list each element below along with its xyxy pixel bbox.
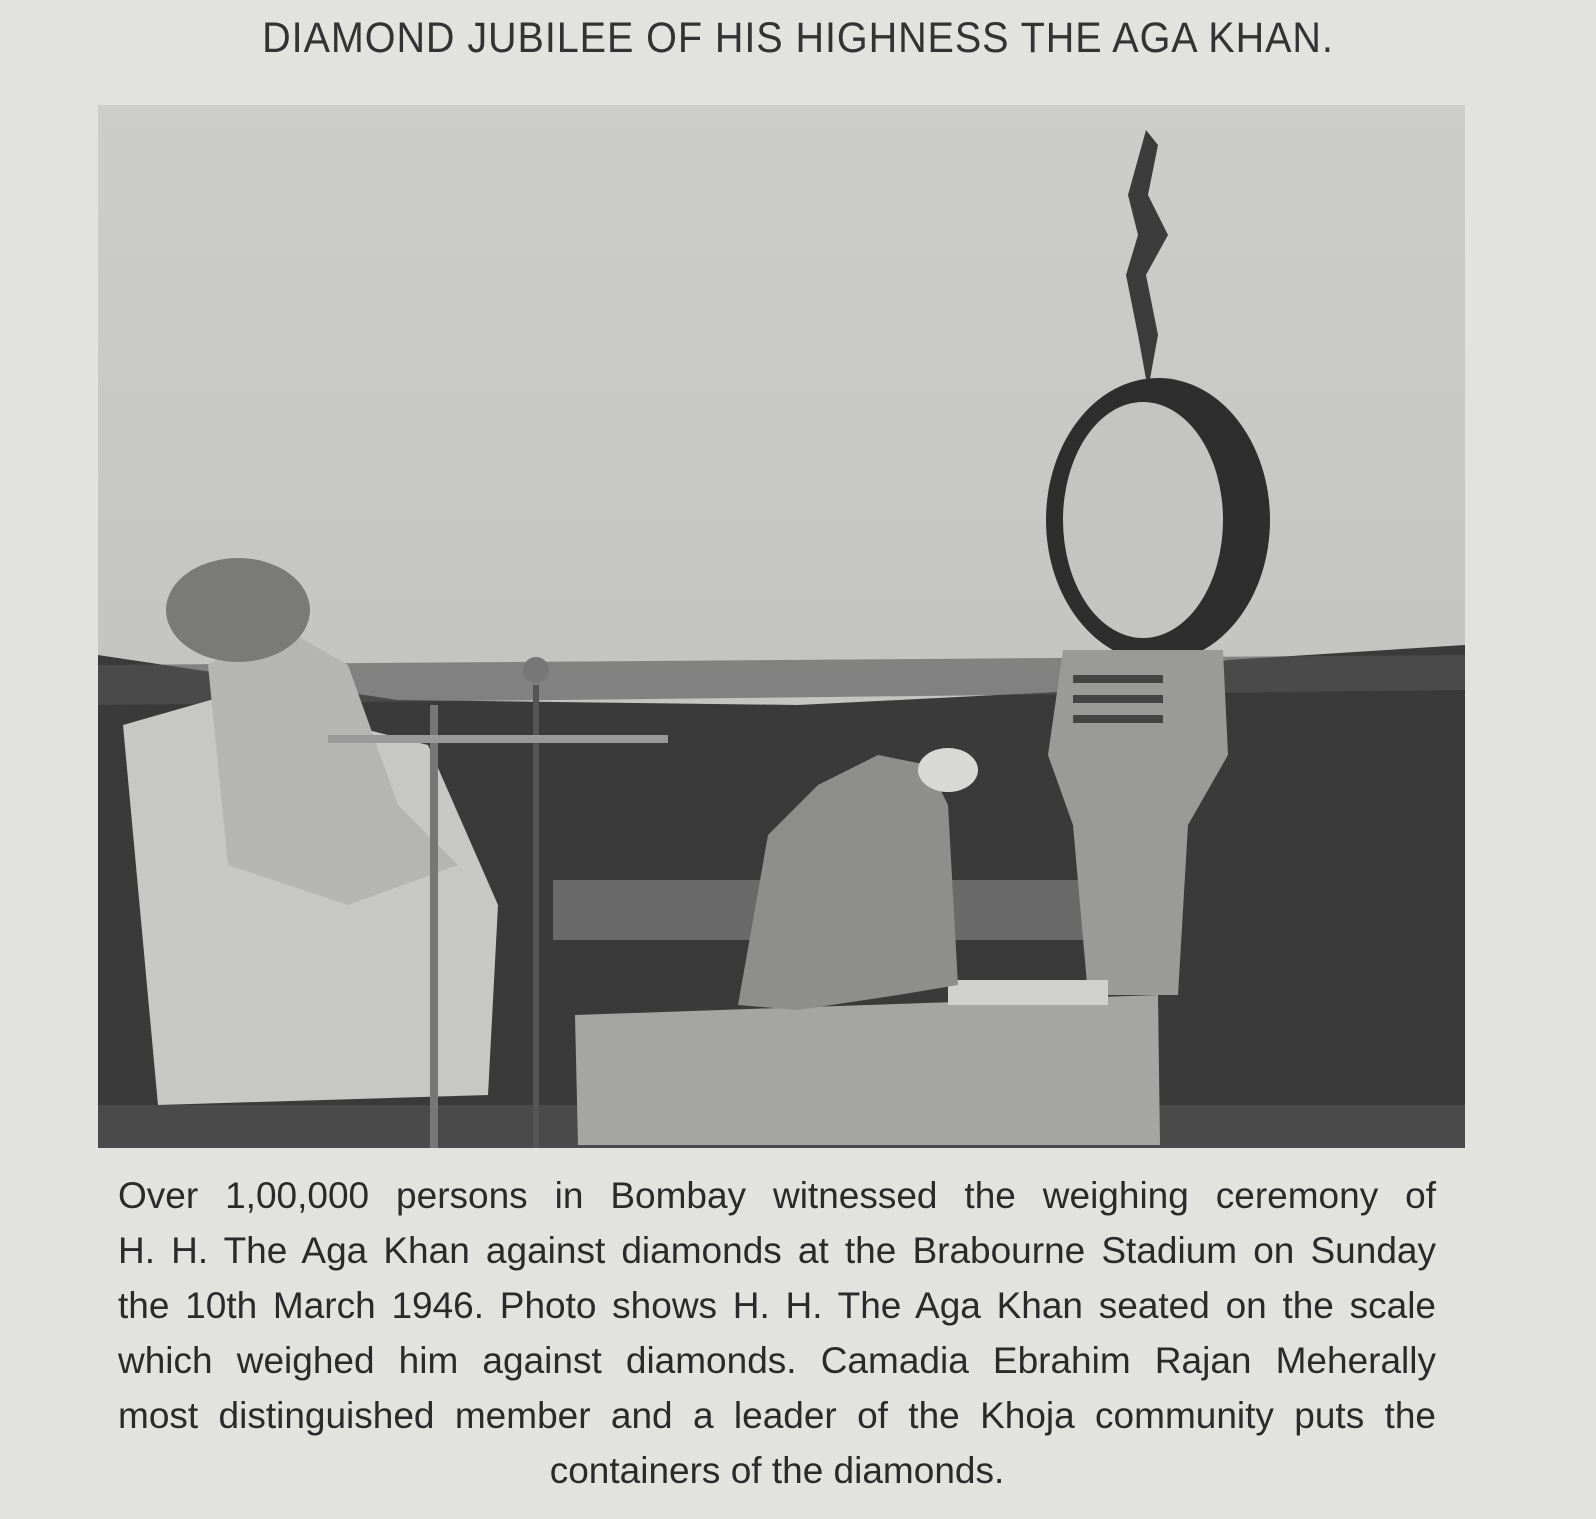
caption-line: most distinguished member and a leader of the Khoja community puts the [118, 1395, 1436, 1436]
microphone-icon [523, 657, 549, 683]
caption-line: H. H. The Aga Khan against diamonds at the Brabourne Stadium on Sunday [118, 1230, 1436, 1271]
caption-line: the 10th March 1946. Photo shows H. H. The Aga Khan seated on the scale [118, 1285, 1436, 1326]
diamond-containers [948, 980, 1108, 1005]
microphone-stand [430, 705, 438, 1148]
photo-illustration [98, 105, 1465, 1148]
page-title: DIAMOND JUBILEE OF HIS HIGHNESS THE AGA KHAN. [262, 14, 1334, 62]
caption-line: containers of the diamonds. [549, 1450, 1005, 1491]
turban [166, 558, 310, 662]
photo-caption [118, 1168, 1436, 1498]
ceremony-photo [98, 105, 1465, 1148]
caption-line: which weighed him against diamonds. Camadia Ebrahim Rajan Meherally [118, 1340, 1436, 1381]
caption-line: Over 1,00,000 persons in Bombay witnessed the weighing ceremony of [118, 1175, 1436, 1216]
diamond-table [575, 995, 1160, 1145]
